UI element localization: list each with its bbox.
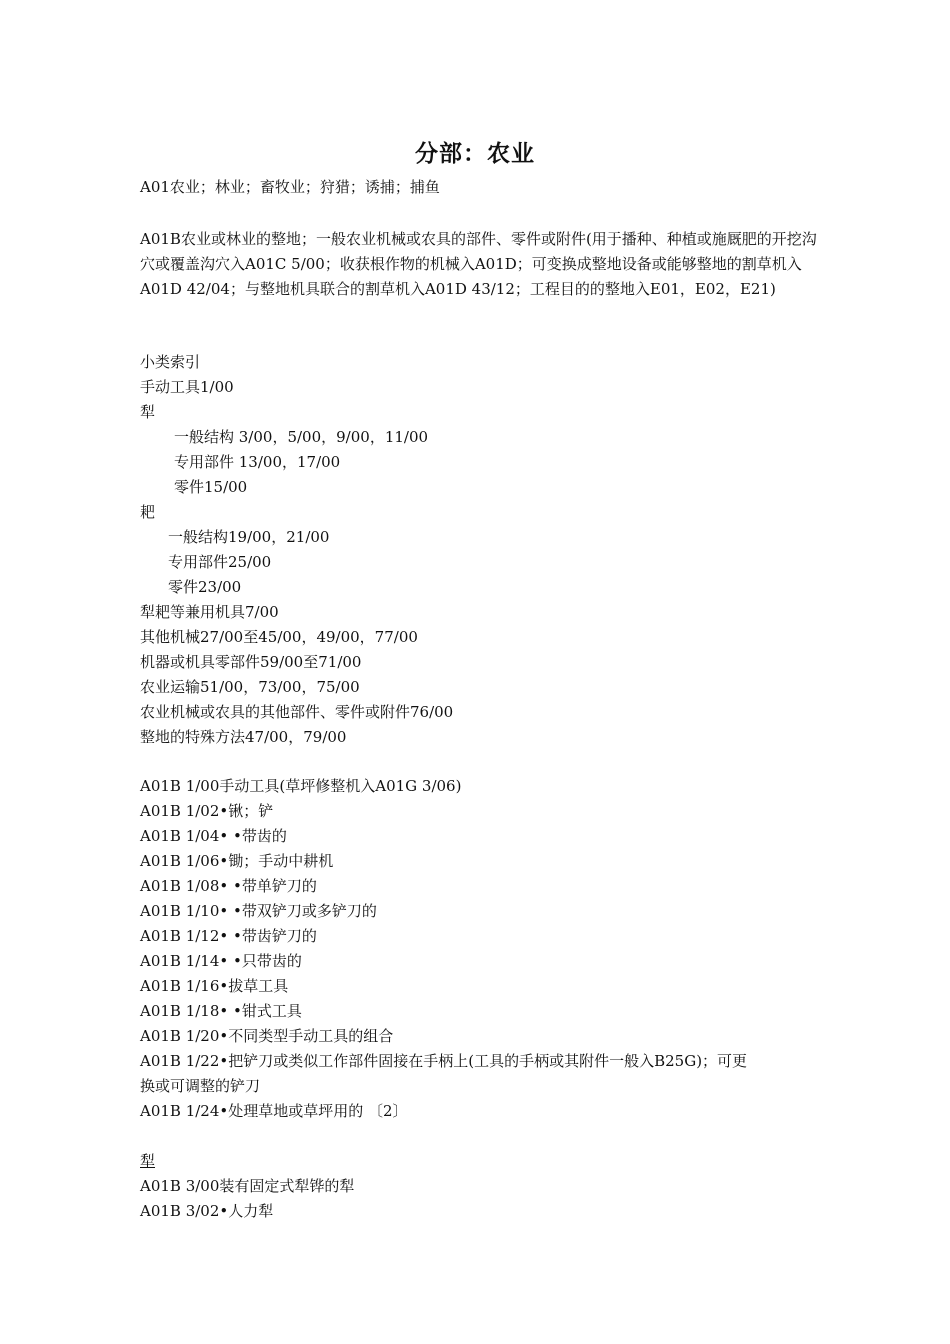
index-combined: 犁耙等兼用机具7/00 (140, 603, 279, 621)
entry-line: A01B 1/10• •带双铲刀或多铲刀的 (140, 902, 377, 920)
index-other-machines: 其他机械27/00至45/00，49/00，77/00 (140, 628, 418, 646)
section-heading-plough: 犁 (140, 1152, 156, 1170)
index-machine-parts: 机器或机具零部件59/00至71/00 (140, 653, 362, 671)
index-transport: 农业运输51/00，73/00，75/00 (140, 678, 360, 696)
entry-line: A01B 1/14• •只带齿的 (140, 952, 302, 970)
entry-line: A01B 1/18• •钳式工具 (140, 1002, 302, 1020)
index-harrow-parts: 零件23/00 (168, 578, 242, 596)
entry-line: A01B 1/20•不同类型手动工具的组合 (140, 1027, 394, 1045)
entry-line: A01B 1/00手动工具(草坪修整机入A01G 3/06) (140, 777, 462, 795)
entry-line: A01B 1/22•把铲刀或类似工作部件固接在手柄上(工具的手柄或其附件一般入B25G)；可更 (140, 1052, 748, 1070)
entry-line: A01B 1/24•处理草地或草坪用的 〔2〕 (140, 1102, 408, 1120)
entry-line: A01B 3/02•人力犁 (140, 1202, 274, 1220)
entry-line: A01B 1/02•锹；铲 (140, 802, 274, 820)
index-harrow-special: 专用部件25/00 (168, 553, 272, 571)
index-special-methods: 整地的特殊方法47/00，79/00 (140, 728, 347, 746)
entry-line: A01B 3/00装有固定式犁铧的犁 (140, 1177, 355, 1195)
index-hand-tools: 手动工具1/00 (140, 378, 234, 396)
entry-line: A01B 1/16•拔草工具 (140, 977, 289, 995)
entry-line: A01B 1/04• •带齿的 (140, 827, 287, 845)
entry-line: A01B 1/06•锄；手动中耕机 (140, 852, 334, 870)
class-a01: A01农业；林业；畜牧业；狩猎；诱捕；捕鱼 (140, 178, 440, 196)
index-heading: 小类索引 (140, 353, 201, 371)
index-harrow: 耙 (140, 503, 156, 521)
index-plough-general: 一般结构 3/00，5/00，9/00，11/00 (174, 428, 429, 446)
index-plough-parts: 零件15/00 (174, 478, 248, 496)
index-plough-special: 专用部件 13/00，17/00 (174, 453, 341, 471)
index-plough: 犁 (140, 403, 156, 421)
index-harrow-general: 一般结构19/00，21/00 (168, 528, 330, 546)
entry-line: A01B 1/08• •带单铲刀的 (140, 877, 317, 895)
entry-line: 换或可调整的铲刀 (140, 1077, 261, 1095)
page-title: 分部：农业 (415, 141, 535, 167)
entry-line: A01B 1/12• •带齿铲刀的 (140, 927, 317, 945)
subclass-a01b-intro: A01B农业或林业的整地；一般农业机械或农具的部件、零件或附件(用于播种、种植或施厩肥的开挖沟穴或覆盖沟穴入A01C 5/00；收获根作物的机械入A01D；可变换成整地设备或能够整地的割草机入A01D 42/04；与整地机具联合的割草机入A01D 43/12；工程目的的整地入E01，E02，E21) (140, 230, 817, 298)
index-accessories: 农业机械或农具的其他部件、零件或附件76/00 (140, 703, 454, 721)
